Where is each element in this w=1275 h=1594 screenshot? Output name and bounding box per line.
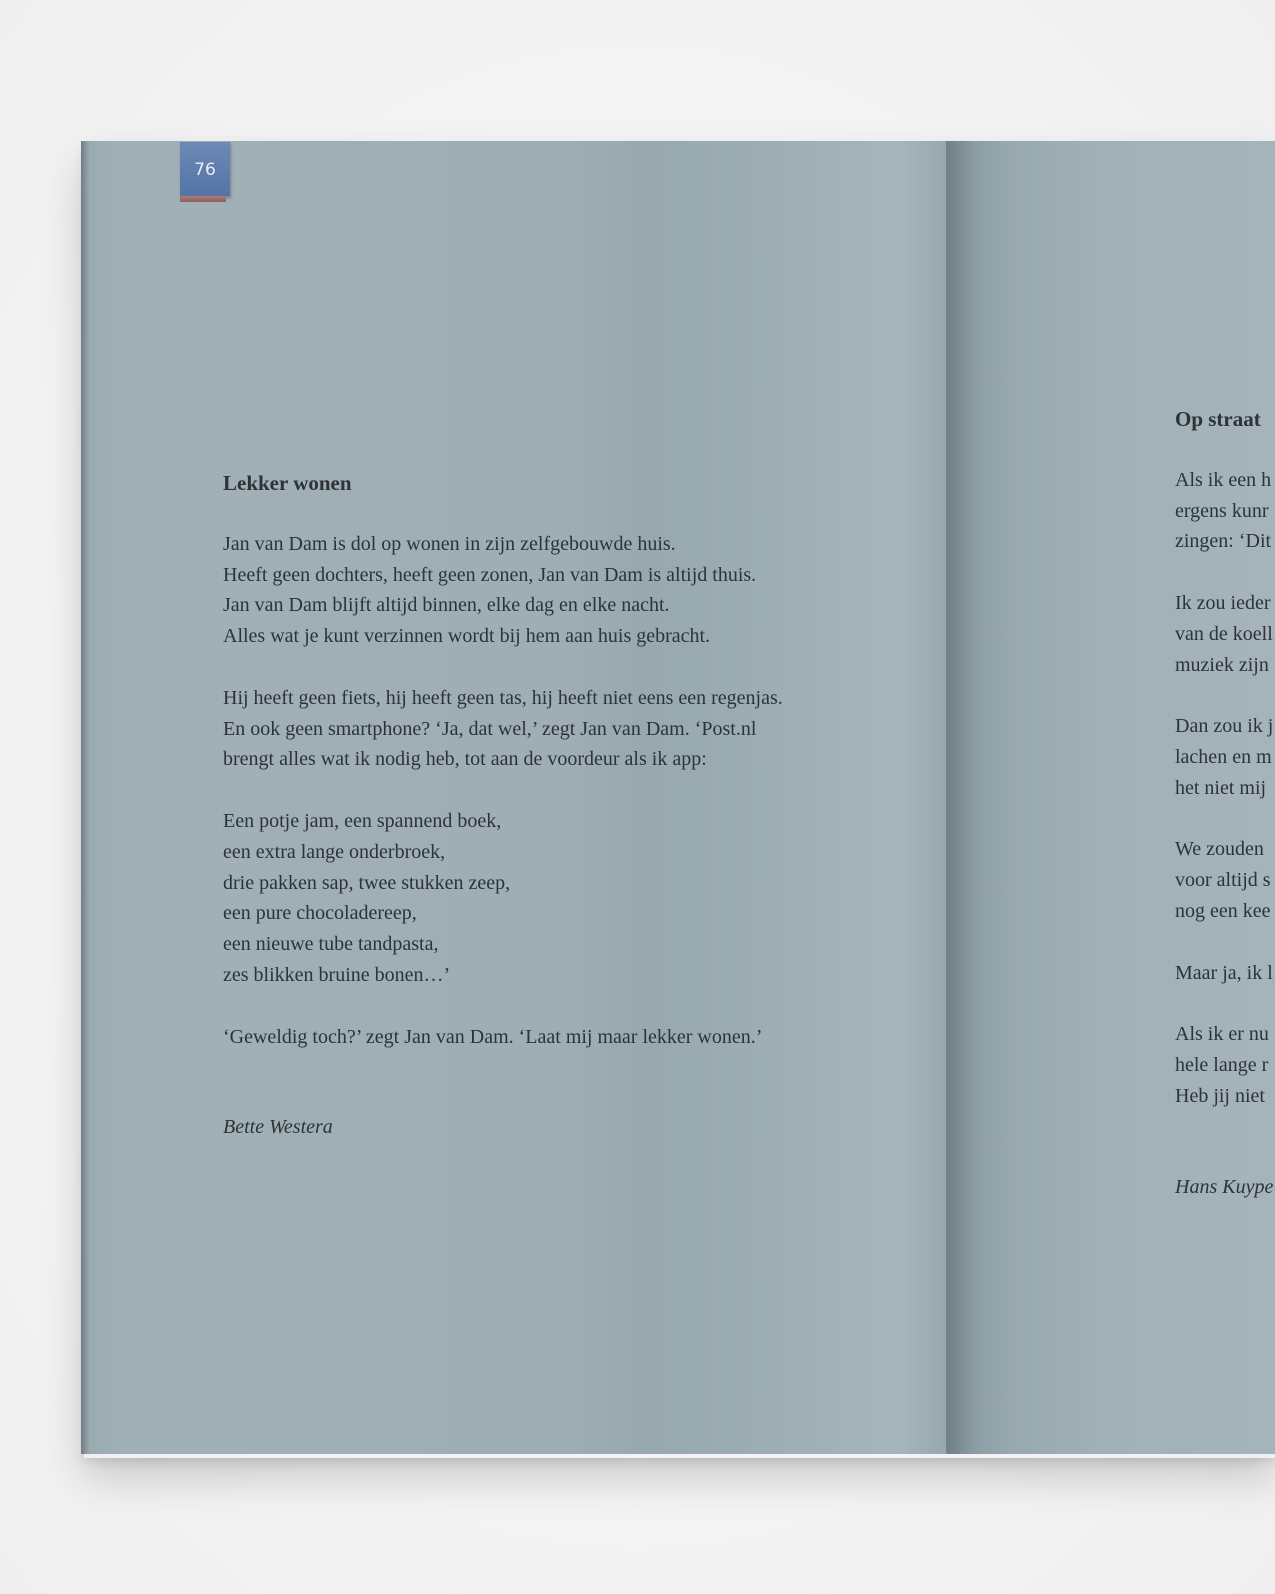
poem-line: We zouden: [1175, 838, 1264, 861]
poem-line: een extra lange onderbroek,: [223, 840, 446, 863]
poem-title: Op straat: [1175, 407, 1261, 431]
poem-line: lachen en m: [1175, 745, 1272, 768]
right-page-content: [946, 141, 1275, 1454]
poem-author: Hans Kuype: [1175, 1175, 1274, 1198]
poem-line: Ik zou ieder: [1175, 591, 1271, 614]
stanza: [223, 683, 863, 775]
stanza: [1175, 1019, 1275, 1111]
poem-line: een pure chocoladereep,: [223, 902, 417, 925]
right-poem: [1175, 404, 1275, 1202]
poem-line: drie pakken sap, twee stukken zeep,: [223, 871, 511, 894]
poem-line: van de koell: [1175, 622, 1273, 645]
poem-line: hele lange r: [1175, 1053, 1269, 1076]
poem-line: zingen: ‘Dit: [1175, 530, 1272, 553]
poem-line: muziek zijn: [1175, 653, 1269, 676]
poem-author: Bette Westera: [223, 1116, 333, 1139]
tab-strip: [180, 196, 226, 202]
page-number-tab: [180, 142, 230, 196]
stanza: [1175, 465, 1275, 557]
poem-line: nog een kee: [1175, 899, 1271, 922]
page-number: 76: [194, 160, 216, 180]
poem-line: brengt alles wat ik nodig heb, tot aan de voordeur als ik app:: [223, 748, 707, 771]
poem-line: een nieuwe tube tandpasta,: [223, 933, 439, 956]
poem-line: ‘Geweldig toch?’ zegt Jan van Dam. ‘Laat mij maar lekker wonen.’: [223, 1025, 763, 1048]
poem-line: Als ik een h: [1175, 468, 1272, 491]
poem-line: Heeft geen dochters, heeft geen zonen, Jan van Dam is altijd thuis.: [223, 563, 757, 586]
poem-line: Een potje jam, een spannend boek,: [223, 809, 502, 832]
stanza: [223, 529, 863, 652]
left-poem: [223, 468, 863, 1143]
poem-line: En ook geen smartphone? ‘Ja, dat wel,’ zegt Jan van Dam. ‘Post.nl: [223, 717, 757, 740]
poem-line: Jan van Dam blijft altijd binnen, elke dag en elke nacht.: [223, 594, 670, 617]
poem-line: Heb jij niet: [1175, 1084, 1265, 1107]
poem-line: het niet mij: [1175, 776, 1267, 799]
poem-line: Jan van Dam is dol op wonen in zijn zelfgebouwde huis.: [223, 532, 676, 555]
poem-line: Maar ja, ik l: [1175, 961, 1273, 984]
left-page-edge: [81, 141, 89, 1454]
stanza: [223, 1022, 863, 1053]
stanza: [1175, 588, 1275, 680]
stanza: [1175, 958, 1275, 989]
stanza: [1175, 834, 1275, 926]
poem-line: zes blikken bruine bonen…’: [223, 963, 451, 986]
stanza: [223, 806, 863, 991]
stanza: [1175, 711, 1275, 803]
poem-line: Alles wat je kunt verzinnen wordt bij hem aan huis gebracht.: [223, 625, 711, 648]
poem-line: Als ik er nu: [1175, 1023, 1269, 1046]
poem-line: voor altijd s: [1175, 869, 1271, 892]
poem-line: Hij heeft geen fiets, hij heeft geen tas, hij heeft niet eens een regenjas.: [223, 686, 783, 709]
poem-title: Lekker wonen: [223, 471, 352, 495]
poem-line: ergens kunr: [1175, 499, 1269, 522]
poem-line: Dan zou ik j: [1175, 715, 1274, 738]
